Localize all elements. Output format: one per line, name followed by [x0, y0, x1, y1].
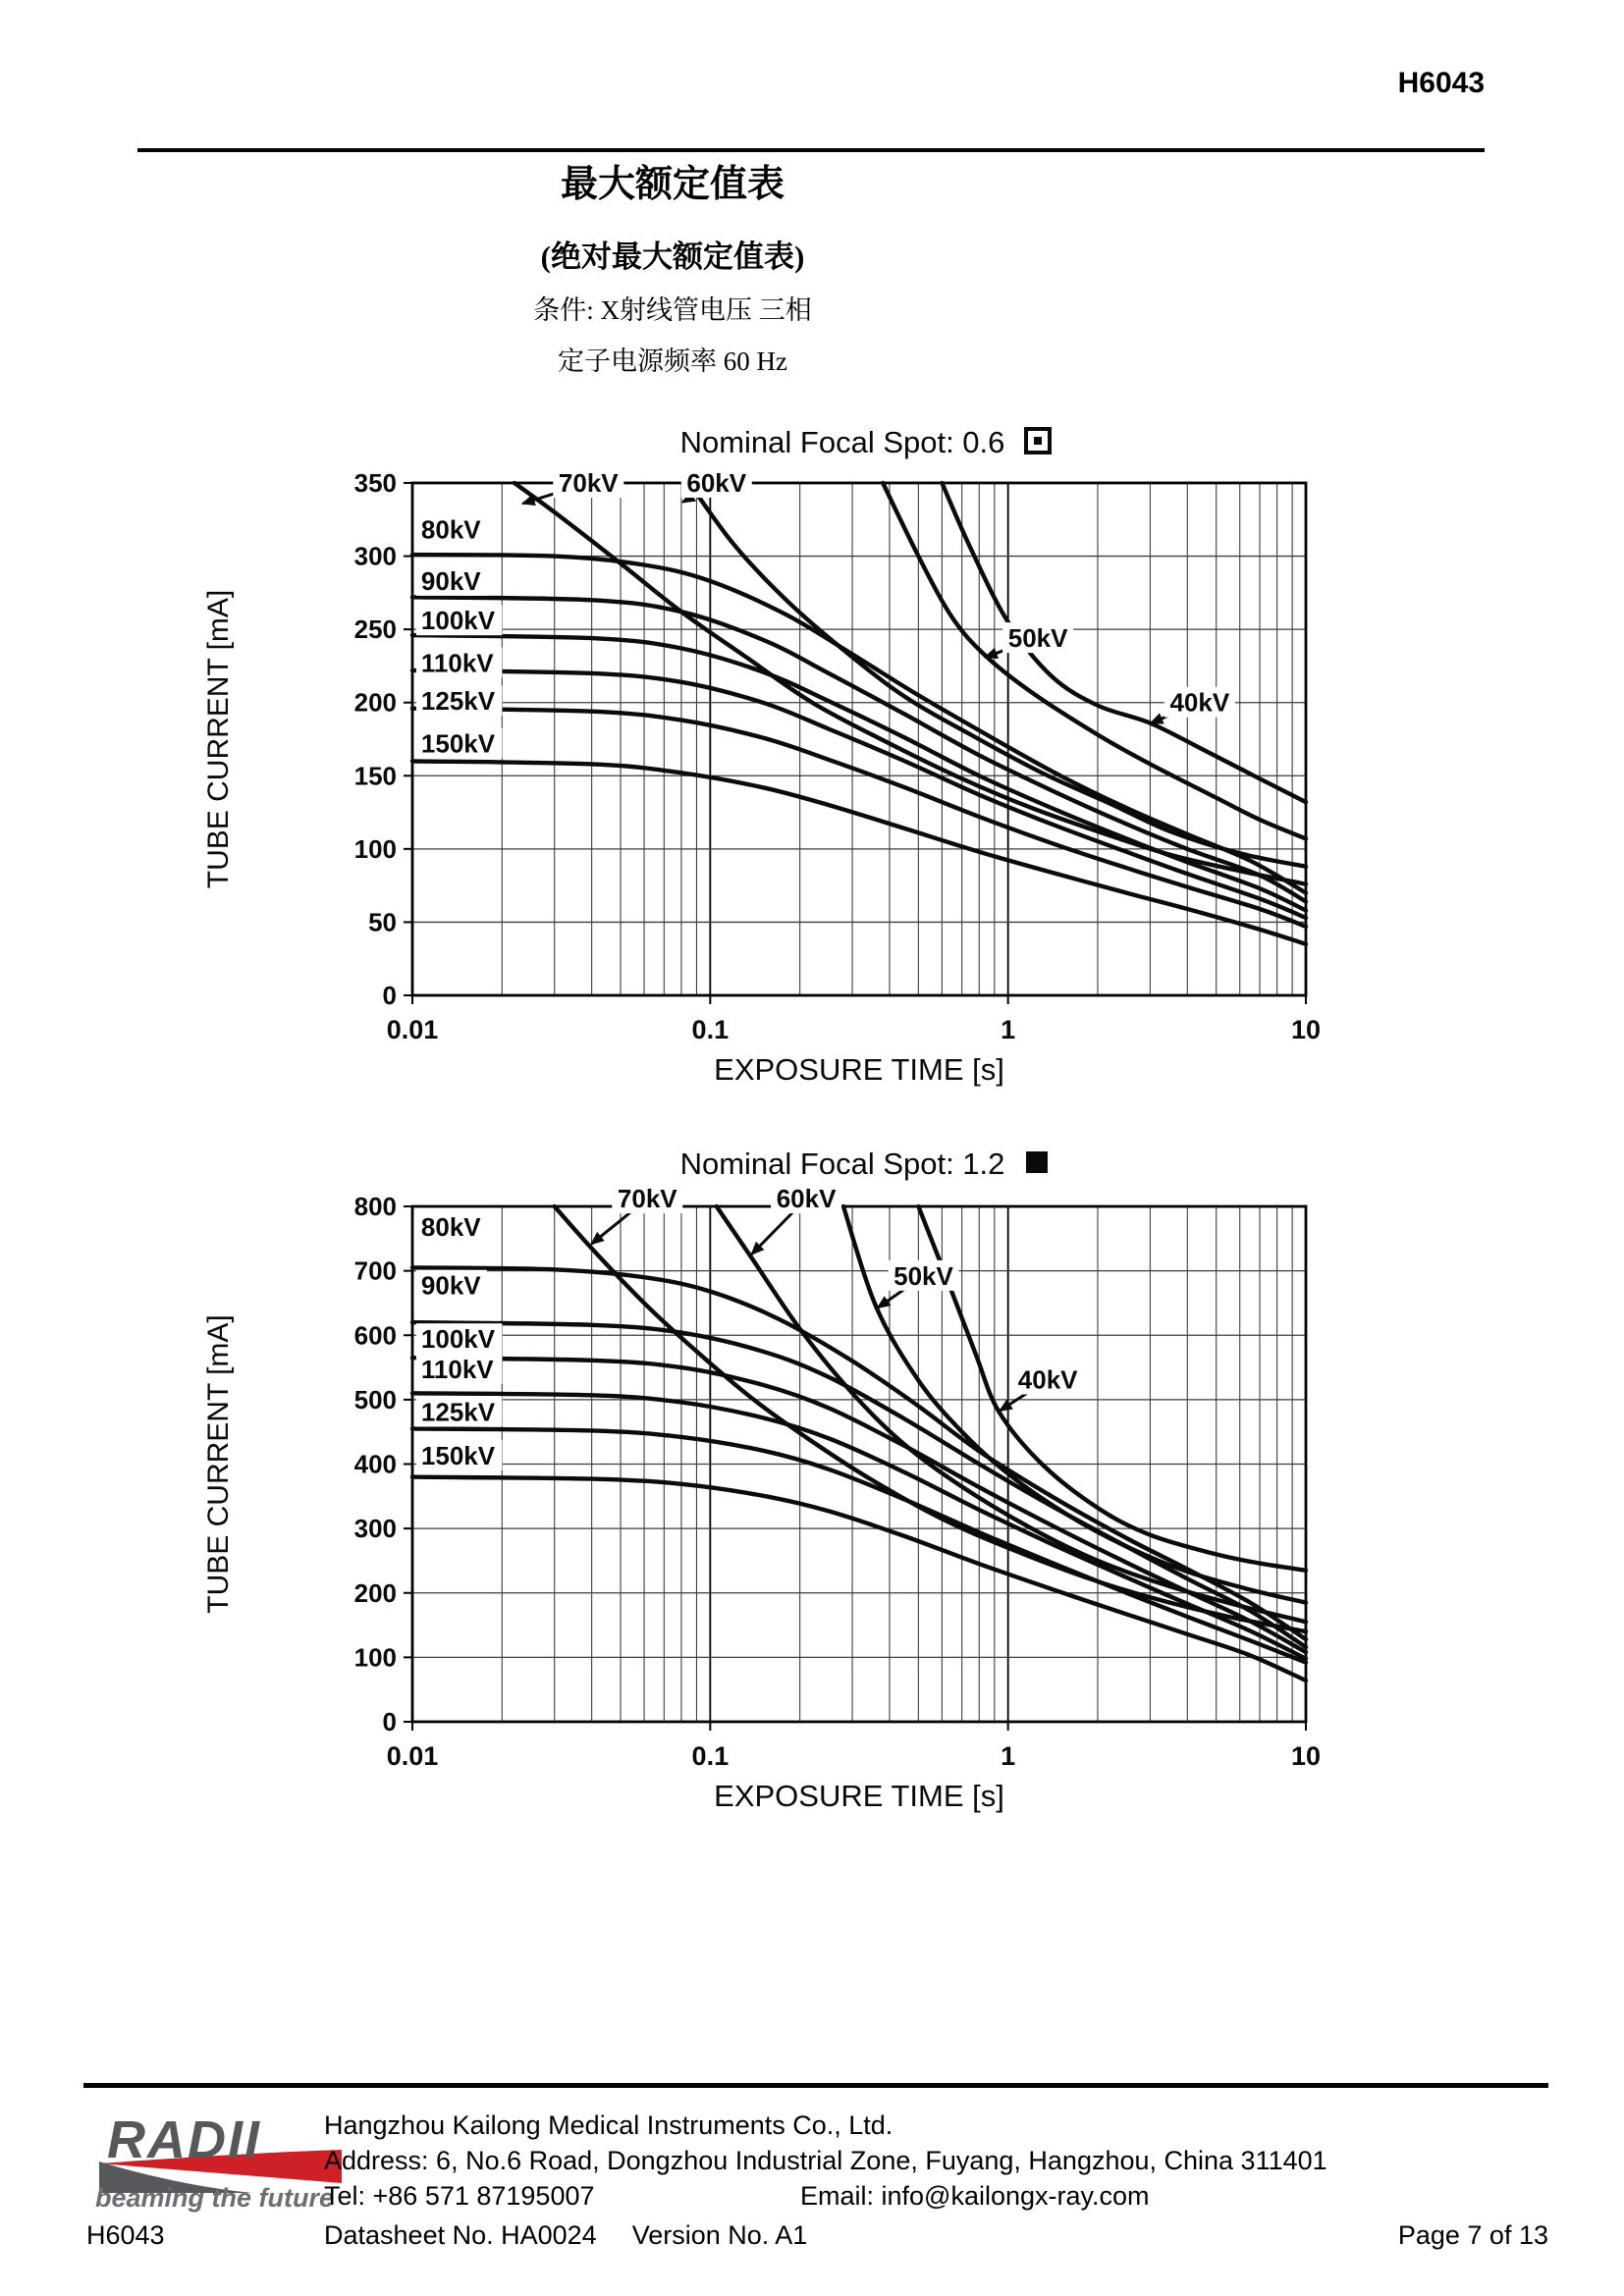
footer-page-info: Page 7 of 13	[1397, 2220, 1548, 2250]
footer-email: Email: info@kailongx-ray.com	[800, 2181, 1150, 2211]
footer-version-no: Version No. A1	[631, 2220, 808, 2250]
chart-title: Nominal Focal Spot: 1.2	[679, 1147, 1005, 1181]
curve-150kV	[412, 1477, 1306, 1681]
footer-company: Hangzhou Kailong Medical Instruments Co., Ltd.	[324, 2110, 893, 2140]
x-tick-label: 0.1	[691, 1741, 730, 1771]
label-50kV: 50kV	[893, 1260, 953, 1291]
curve-110kV	[412, 1393, 1306, 1658]
y-axis-title: TUBE CURRENT [mA]	[202, 589, 235, 889]
x-tick-label: 10	[1290, 1741, 1322, 1771]
label-110kV: 110kV	[420, 648, 494, 678]
curve-40kV	[918, 1206, 1306, 1571]
curve-40kV	[942, 483, 1306, 802]
x-axis-title: EXPOSURE TIME [s]	[714, 1052, 1004, 1087]
x-axis-title: EXPOSURE TIME [s]	[714, 1779, 1004, 1813]
label-125kV: 125kV	[420, 686, 496, 717]
curve-60kV	[689, 483, 1306, 867]
logo-wordmark: RADII	[107, 2110, 261, 2169]
y-tick-label: 400	[353, 1449, 397, 1479]
curves	[412, 1206, 1306, 1681]
title-block	[137, 165, 1208, 378]
focal-spot-filled-square-icon	[1026, 1151, 1048, 1173]
label-150kV: 150kV	[420, 728, 496, 759]
label-60kV: 60kV	[776, 1184, 837, 1214]
label-100kV: 100kV	[420, 606, 496, 636]
label-70kV: 70kV	[617, 1184, 677, 1214]
y-tick-label: 700	[353, 1255, 397, 1286]
y-tick-label: 100	[353, 833, 397, 864]
curve-labels	[416, 467, 1235, 758]
x-tick-label: 0.01	[386, 1015, 439, 1044]
footer-tel: Tel: +86 571 87195007	[324, 2181, 595, 2211]
label-80kV: 80kV	[420, 1212, 481, 1242]
axis-ticks	[404, 483, 1306, 1004]
curve-50kV	[883, 483, 1306, 838]
label-100kV: 100kV	[420, 1324, 496, 1355]
footer-datasheet-line	[324, 2220, 807, 2251]
label-60kV: 60kV	[686, 468, 747, 498]
footer-doc-number: H6043	[86, 2220, 165, 2250]
label-110kV: 110kV	[420, 1355, 494, 1385]
label-125kV: 125kV	[420, 1397, 496, 1427]
footer-datasheet-no: Datasheet No. HA0024	[324, 2220, 597, 2250]
gridlines	[412, 483, 1306, 995]
chart-focal-spot-0.6	[177, 407, 1384, 1104]
label-40kV: 40kV	[1017, 1364, 1078, 1395]
y-tick-label: 250	[353, 614, 397, 645]
y-tick-label: 200	[353, 687, 397, 718]
y-axis-title: TUBE CURRENT [mA]	[202, 1314, 235, 1614]
x-tick-label: 1	[1001, 1015, 1016, 1044]
tick-labels	[354, 1192, 1321, 1771]
y-tick-label: 300	[353, 541, 397, 571]
page-title: 最大额定值表	[560, 164, 785, 205]
curve-150kV	[412, 761, 1306, 943]
page-subtitle: (绝对最大额定值表)	[540, 239, 805, 274]
chart-title: Nominal Focal Spot: 0.6	[679, 425, 1005, 459]
y-tick-label: 200	[353, 1577, 397, 1608]
plot-frame	[412, 483, 1306, 995]
chart-focal-spot-1.2	[177, 1129, 1384, 1855]
label-80kV: 80kV	[420, 514, 481, 545]
curve-60kV	[717, 1206, 1306, 1622]
x-tick-label: 1	[1001, 1741, 1016, 1771]
y-tick-label: 600	[353, 1320, 397, 1351]
footer-rule	[83, 2083, 1548, 2088]
condition-line-2: 定子电源频率 60 Hz	[558, 346, 787, 376]
label-70kV: 70kV	[558, 468, 619, 498]
focal-spot-inner-dot-icon	[1034, 437, 1042, 445]
footer-address: Address: 6, No.6 Road, Dongzhou Industrial Zone, Fuyang, Hangzhou, China 311401	[324, 2146, 1327, 2175]
y-tick-label: 100	[353, 1642, 397, 1673]
logo-tagline: beaming the future	[95, 2183, 335, 2213]
x-tick-label: 0.01	[386, 1741, 439, 1771]
y-tick-label: 300	[353, 1514, 397, 1544]
header-doc-number: H6043	[1397, 67, 1485, 99]
label-50kV: 50kV	[1007, 623, 1068, 654]
y-tick-label: 800	[353, 1192, 397, 1221]
gridlines	[412, 1206, 1306, 1722]
header-rule	[137, 148, 1485, 152]
y-tick-label: 0	[382, 981, 397, 1010]
label-40kV: 40kV	[1169, 687, 1230, 718]
x-tick-label: 10	[1290, 1015, 1322, 1044]
y-tick-label: 150	[353, 761, 397, 791]
x-tick-label: 0.1	[691, 1015, 730, 1044]
label-150kV: 150kV	[420, 1440, 496, 1470]
y-tick-label: 350	[353, 468, 397, 498]
label-90kV: 90kV	[420, 565, 481, 596]
condition-line-1: 条件: X射线管电压 三相	[533, 294, 812, 325]
label-90kV: 90kV	[420, 1270, 481, 1301]
y-tick-label: 50	[368, 907, 397, 937]
y-tick-label: 0	[382, 1707, 397, 1736]
y-tick-label: 500	[353, 1384, 397, 1415]
